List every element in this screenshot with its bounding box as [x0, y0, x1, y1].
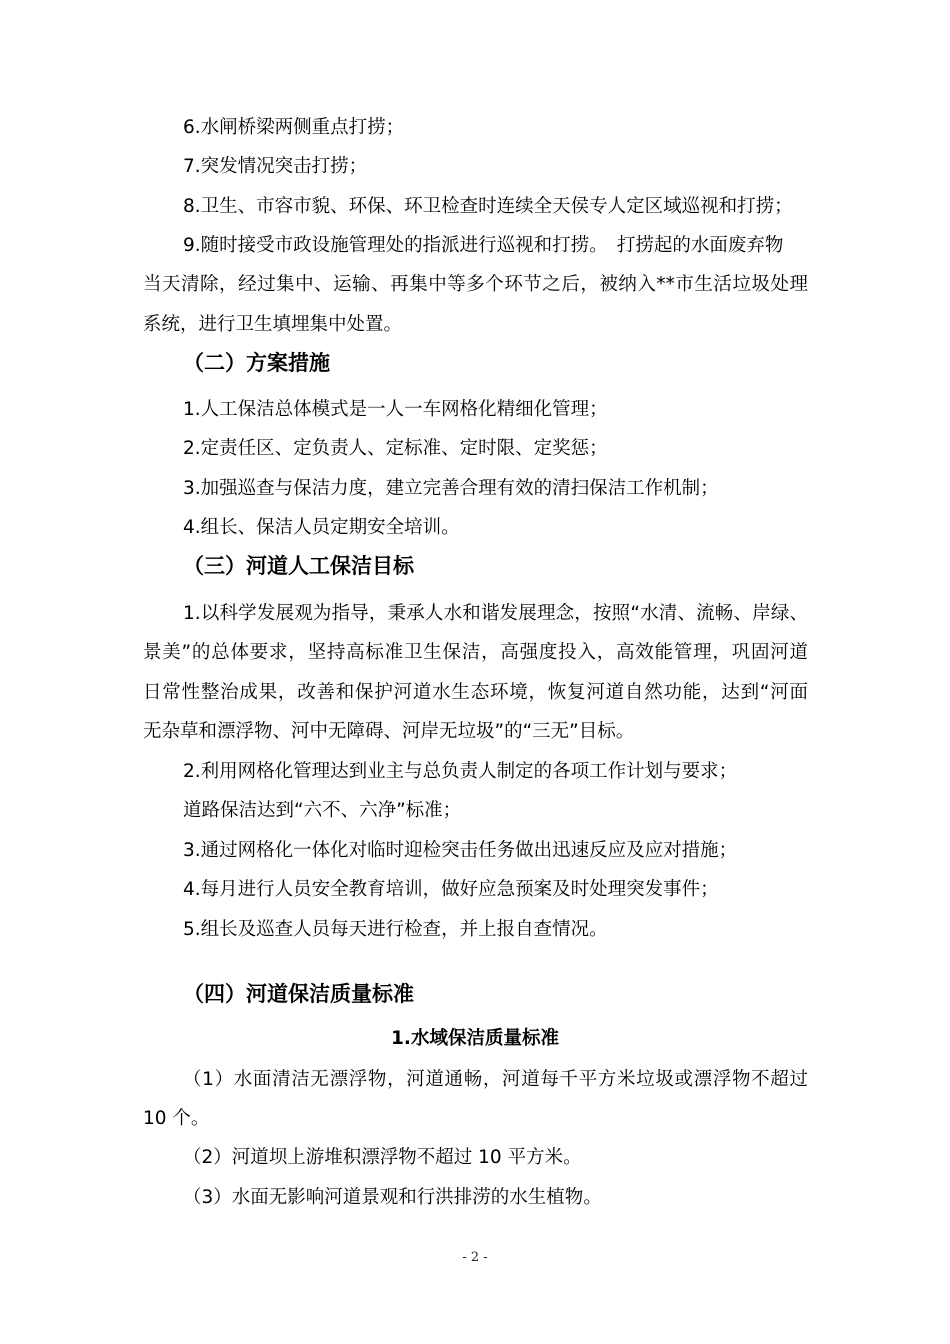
section-heading: （四）河道保洁质量标准 [183, 982, 414, 1006]
list-item: 7.突发情况突击打捞； [183, 156, 368, 177]
list-item: 4.组长、保洁人员定期安全培训。 [183, 517, 460, 538]
list-item: 5.组长及巡查人员每天进行检查，并上报自查情况。 [183, 919, 608, 940]
list-item: 3.通过网格化一体化对临时迎检突击任务做出迅速反应及应对措施； [183, 840, 738, 861]
paragraph-line: 1.以科学发展观为指导，秉承人水和谐发展理念，按照“水清、流畅、岸绿、 [183, 603, 808, 624]
list-item: 3.加强巡查与保洁力度，建立完善合理有效的清扫保洁工作机制； [183, 478, 719, 499]
list-item: 1.人工保洁总体模式是一人一车网格化精细化管理； [183, 399, 608, 420]
paragraph-line: 景美”的总体要求，坚持高标准卫生保洁，高强度投入，高效能管理，巩固河道 [143, 642, 808, 663]
page-number: - 2 - [462, 1250, 488, 1265]
paragraph-line: 系统，进行卫生填埋集中处置。 [143, 314, 403, 335]
paragraph-line: 当天清除，经过集中、运输、再集中等多个环节之后，被纳入**市生活垃圾处理 [143, 274, 808, 295]
list-item: 道路保洁达到“六不、六净”标准； [183, 800, 462, 821]
list-item: 2.利用网格化管理达到业主与总负责人制定的各项工作计划与要求； [183, 761, 738, 782]
paragraph-line: 日常性整治成果，改善和保护河道水生态环境，恢复河道自然功能，达到“河面 [143, 682, 808, 703]
list-item: 8.卫生、市容市貌、环保、环卫检查时连续全天侯专人定区域巡视和打捞； [183, 196, 793, 217]
section-heading: （三）河道人工保洁目标 [183, 554, 414, 578]
list-item: 4.每月进行人员安全教育培训，做好应急预案及时处理突发事件； [183, 879, 719, 900]
list-item: 2.定责任区、定负责人、定标准、定时限、定奖惩； [183, 438, 608, 459]
section-heading: （二）方案措施 [183, 351, 330, 375]
paragraph-line: （1）水面清洁无漂浮物，河道通畅，河道每千平方米垃圾或漂浮物不超过 [183, 1069, 808, 1090]
paragraph-line: 9.随时接受市政设施管理处的指派进行巡视和打捞。 打捞起的水面废弃物 [183, 235, 784, 256]
paragraph-line: 无杂草和漂浮物、河中无障碍、河岸无垃圾”的“三无”目标。 [143, 721, 635, 742]
paragraph-line: 10 个。 [143, 1108, 210, 1129]
list-item: （3）水面无影响河道景观和行洪排涝的水生植物。 [183, 1187, 602, 1208]
subsection-heading: 1.水域保洁质量标准 [391, 1028, 559, 1049]
list-item: （2）河道坝上游堆积漂浮物不超过 10 平方米。 [183, 1147, 582, 1168]
list-item: 6.水闸桥梁两侧重点打捞； [183, 117, 405, 138]
